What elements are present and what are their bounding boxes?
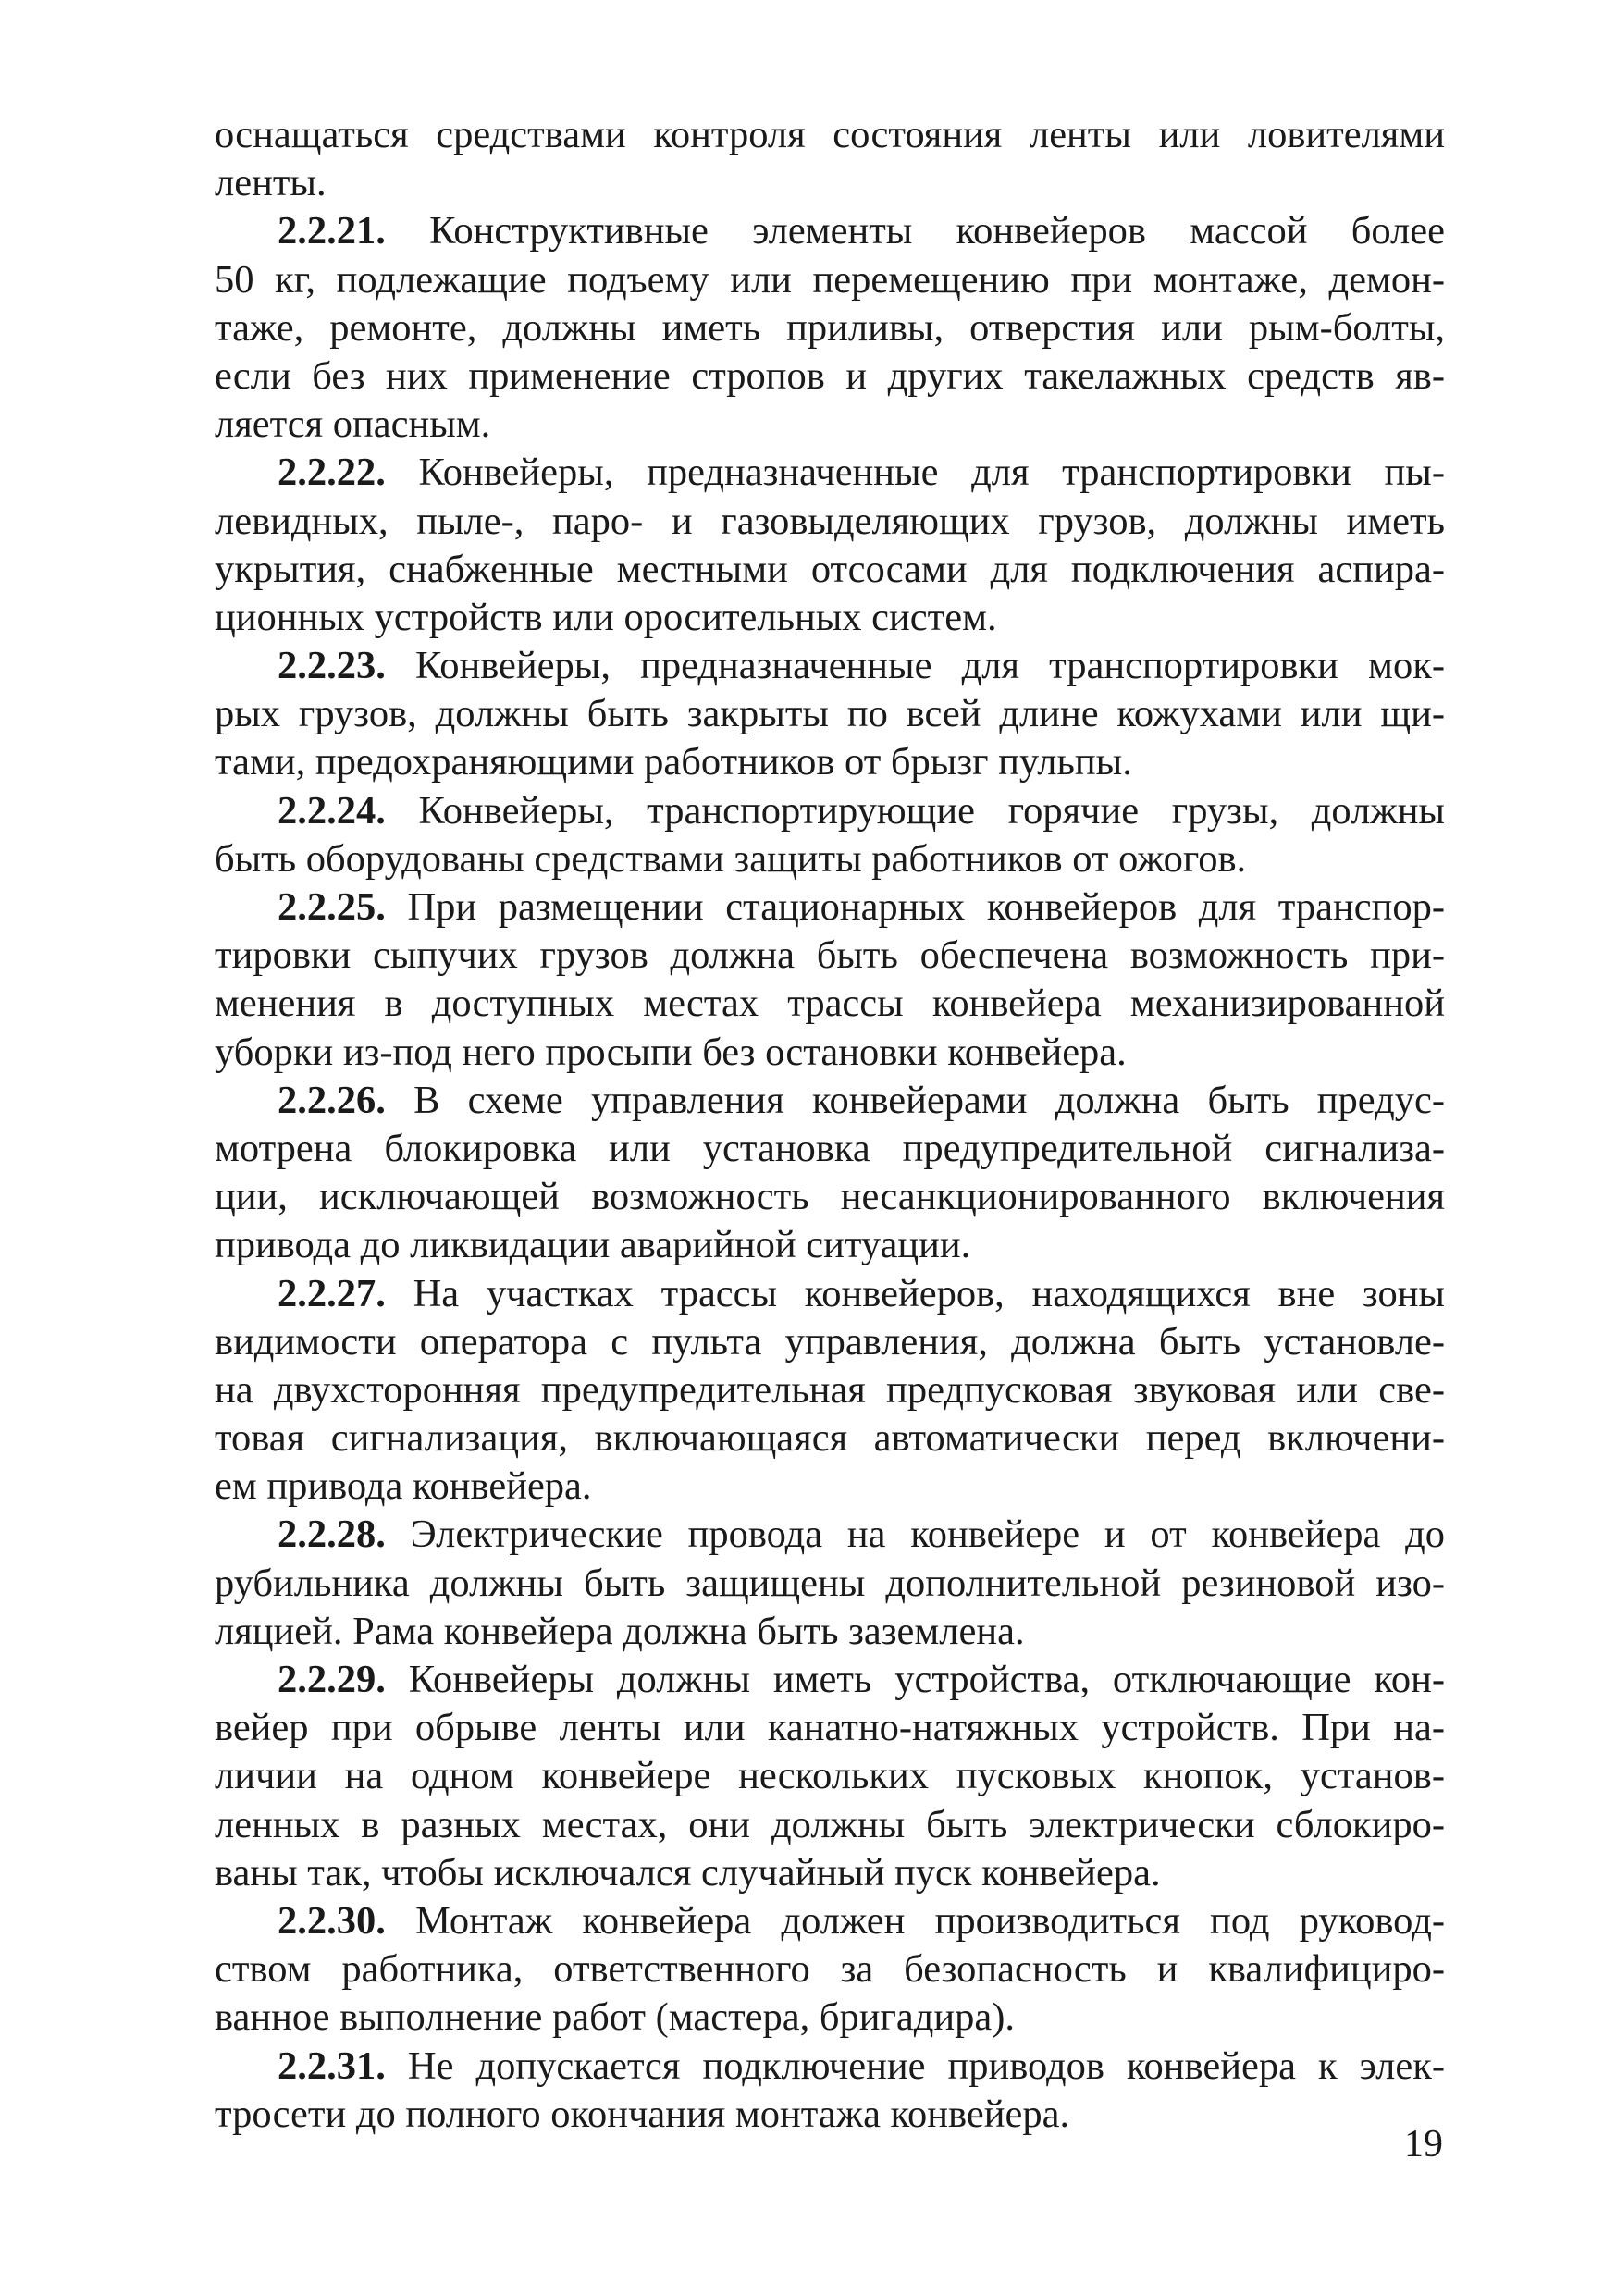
line-text: уборки из-под него просыпи без остановки конвейера. — [215, 1030, 1127, 1074]
clause-number: 2.2.27. — [278, 1271, 386, 1315]
line-text: Конвейеры должны иметь устройства, отключающие кон- — [385, 1658, 1445, 1701]
text-line — [215, 1608, 1445, 1656]
text-line — [215, 546, 1445, 594]
text-line — [215, 1077, 1445, 1125]
line-text: ционных устройств или оросительных систем. — [215, 595, 997, 639]
line-text: товая сигнализация, включающаяся автоматически перед включени- — [215, 1416, 1445, 1461]
text-line — [215, 594, 1445, 642]
line-text: ванное выполнение работ (мастера, бригадира). — [215, 1995, 1016, 2040]
line-text: рых грузов, должны быть закрыты по всей длине кожухами или щи- — [215, 692, 1445, 736]
text-line — [215, 642, 1445, 690]
line-text: личии на одном конвейере нескольких пусковых кнопок, установ- — [215, 1754, 1445, 1798]
text-line — [215, 1173, 1445, 1221]
text-line — [215, 835, 1445, 883]
text-line — [215, 1125, 1445, 1173]
text-line — [215, 1560, 1445, 1608]
text-line — [215, 1656, 1445, 1704]
text-line — [215, 401, 1445, 449]
line-text: ляцией. Рама конвейера должна быть заземлена. — [215, 1609, 1025, 1653]
clause-number: 2.2.29. — [278, 1658, 386, 1701]
text-line — [215, 1704, 1445, 1752]
line-text: Монтаж конвейера должен производиться под руковод- — [385, 1898, 1445, 1943]
text-line — [215, 690, 1445, 738]
clause-number: 2.2.25. — [278, 885, 386, 929]
text-line — [215, 1270, 1445, 1318]
line-text: оснащаться средствами контроля состояния ленты или ловителями — [215, 113, 1445, 156]
line-text: ции, исключающей возможность несанкционированного включения — [215, 1175, 1445, 1219]
line-text: Конвейеры, предназначенные для транспортировки мок- — [385, 644, 1445, 688]
line-text: ленты. — [215, 161, 327, 205]
line-text: ваны так, чтобы исключался случайный пуск конвейера. — [215, 1850, 1161, 1895]
text-line — [215, 1511, 1445, 1559]
text-line — [215, 1945, 1445, 1994]
clause-number: 2.2.28. — [278, 1512, 386, 1557]
page-number: 19 — [1404, 2123, 1443, 2166]
line-text: на двухсторонняя предупредительная предпусковая звуковая или све- — [215, 1367, 1445, 1412]
line-text: тросети до полного окончания монтажа конвейера. — [215, 2092, 1070, 2136]
text-line — [215, 1221, 1445, 1269]
text-line — [215, 449, 1445, 497]
line-text: тировки сыпучих грузов должна быть обеспечена возможность при- — [215, 933, 1445, 978]
line-text: На участках трассы конвейеров, находящихся вне зоны — [385, 1271, 1445, 1315]
text-line — [215, 159, 1445, 207]
text-line — [215, 2043, 1445, 2091]
line-text: видимости оператора с пульта управления, должна быть установле- — [215, 1319, 1445, 1364]
line-text: если без них применение стропов и других такелажных средств яв- — [215, 353, 1445, 398]
clause-number: 2.2.22. — [278, 451, 386, 495]
text-line — [215, 787, 1445, 835]
text-line — [215, 738, 1445, 786]
line-text: привода до ликвидации аварийной ситуации. — [215, 1223, 971, 1267]
line-text: ством работника, ответственного за безопасность и квалифициро- — [215, 1947, 1445, 1992]
text-line — [215, 1463, 1445, 1511]
line-text: укрытия, снабженные местными отсосами для подключения аспира- — [215, 547, 1445, 591]
clause-number: 2.2.21. — [278, 209, 386, 253]
line-text: При размещении стационарных конвейеров для транспор- — [385, 885, 1445, 929]
line-text: ляется опасным. — [215, 402, 491, 447]
body-text — [215, 111, 1445, 2139]
line-text: В схеме управления конвейерами должна быть предус- — [385, 1078, 1445, 1122]
line-text: Электрические провода на конвейере и от конвейера до — [385, 1512, 1445, 1557]
line-text: тами, предохраняющими работников от брызг пульпы. — [215, 740, 1132, 784]
clause-number: 2.2.26. — [278, 1078, 386, 1122]
line-text: Не допускается подключение приводов конвейера к элек- — [385, 2043, 1445, 2088]
line-text: менения в доступных местах трассы конвейера механизированной — [215, 981, 1445, 1026]
line-text: мотрена блокировка или установка предупредительной сигнализа- — [215, 1126, 1445, 1170]
text-line — [215, 1994, 1445, 2042]
line-text: Конвейеры, транспортирующие горячие грузы, должны — [385, 788, 1445, 833]
text-line — [215, 207, 1445, 255]
text-line — [215, 1366, 1445, 1414]
text-line — [215, 1752, 1445, 1800]
line-text: Конструктивные элементы конвейеров массой более — [385, 209, 1445, 253]
line-text: вейер при обрыве ленты или канатно-натяжных устройств. При на- — [215, 1706, 1445, 1750]
line-text: 50 кг, подлежащие подъему или перемещению при монтаже, демон- — [215, 257, 1445, 302]
clause-number: 2.2.23. — [278, 644, 386, 688]
clause-number: 2.2.24. — [278, 788, 386, 833]
line-text: Конвейеры, предназначенные для транспортировки пы- — [385, 451, 1445, 495]
text-line — [215, 980, 1445, 1028]
text-line — [215, 2091, 1445, 2139]
line-text: таже, ремонте, должны иметь приливы, отверстия или рым-болты, — [215, 305, 1445, 350]
text-line — [215, 352, 1445, 401]
text-line — [215, 1849, 1445, 1897]
text-line — [215, 1897, 1445, 1945]
line-text: ем привода конвейера. — [215, 1464, 592, 1509]
clause-number: 2.2.31. — [278, 2043, 386, 2088]
line-text: быть оборудованы средствами защиты работников от ожогов. — [215, 836, 1247, 881]
text-line — [215, 256, 1445, 304]
text-line — [215, 1029, 1445, 1077]
clause-number: 2.2.30. — [278, 1898, 386, 1943]
text-line — [215, 1801, 1445, 1849]
text-line — [215, 304, 1445, 352]
line-text: левидных, пыле-, паро- и газовыделяющих грузов, должны иметь — [215, 499, 1445, 543]
text-line — [215, 1414, 1445, 1463]
text-line — [215, 1318, 1445, 1366]
text-line — [215, 932, 1445, 980]
line-text: рубильника должны быть защищены дополнительной резиновой изо- — [215, 1561, 1445, 1605]
line-text: ленных в разных местах, они должны быть электрически сблокиро- — [215, 1802, 1445, 1846]
text-line — [215, 498, 1445, 546]
text-line — [215, 111, 1445, 159]
text-line — [215, 883, 1445, 932]
